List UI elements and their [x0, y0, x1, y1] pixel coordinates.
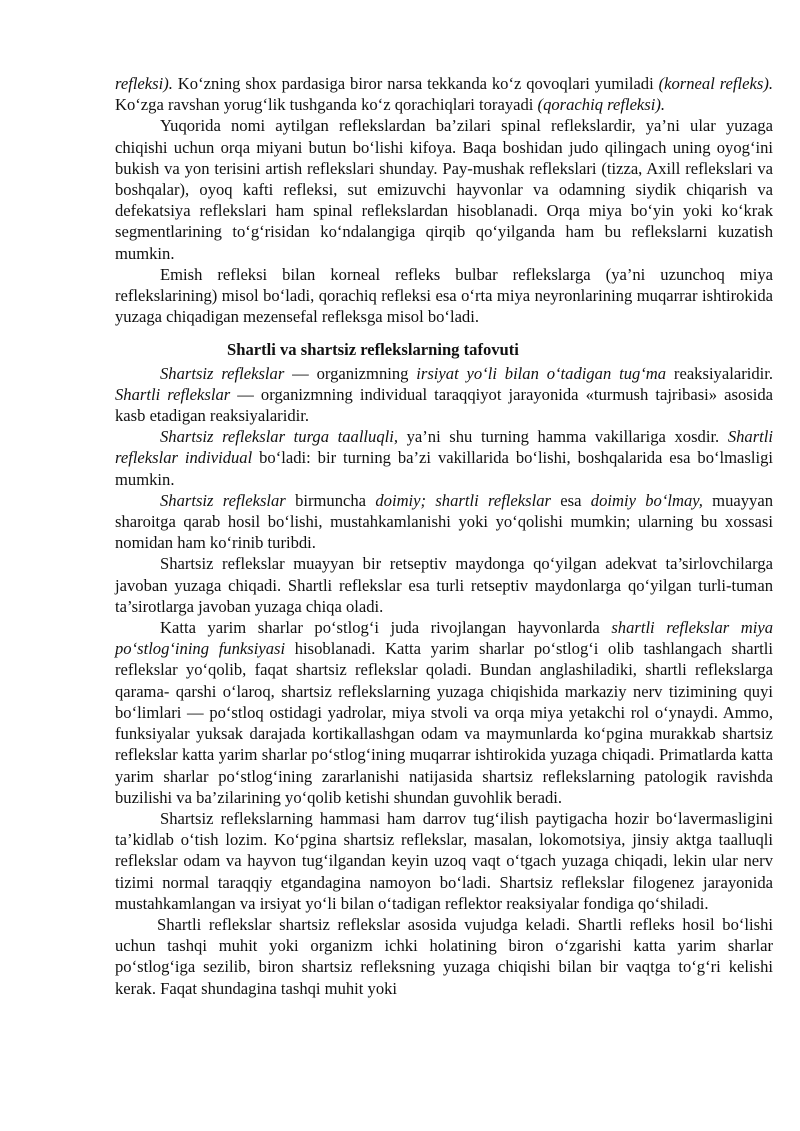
text-run: Ko‘zga ravshan yorug‘lik tushganda ko‘z qorachiqlari torayadi	[115, 95, 538, 115]
text-run: Shartli reflekslar shartsiz reflekslar asosida vujudga keladi. Shartli refleks hosil bo‘lishi uchun tashqi muhit yoki organizm ichki holatining biron o‘zgarishi katta yarim sharlar po‘stlog‘iga sezilib, biron shartsiz refleksning yuzaga chiqishi bilan bir vaqtga to‘g‘ri kelishi kerak. Faqat shundagina tashqi muhit yoki	[115, 914, 773, 998]
italic-text: doimiy; shartli reflekslar	[375, 490, 551, 510]
italic-text: Shartsiz reflekslar	[160, 490, 286, 510]
text-run: Shartsiz reflekslarning hammasi ham darrov tug‘ilish paytigacha hozir bo‘lavermasligini ta’kidlab o‘tish lozim. Ko‘pgina shartsiz reflekslar, masalan, lokomotsiya, jinsiy aktga taalluqli reflekslar odam va hayvon tug‘ilgandan keyin uzoq vaqt o‘tgach yuzaga chiqadi, lekin ular nerv tizimi normal taraqqiy etgandagina namoyon bo‘ladi. Shartsiz reflekslar filogenez jarayonida mustahkamlangan va irsiyat yo‘li bilan o‘tadigan reflektor reaksiyalar fondiga qo‘shiladi.	[115, 808, 773, 913]
text-run: hisoblanadi. Katta yarim sharlar po‘stlog‘i olib tashlangach shartli reflekslar yo‘qolib, faqat shartsiz reflekslar qoladi. Bundan anglashiladiki, shartli reflekslarga qarama- qarshi o‘laroq, shartsiz reflekslarning yuzaga chiqishida markaziy nerv tizimining quyi bo‘limlari — po‘stloq ostidagi yadrolar, miya stvoli va orqa miya yetakchi rol o‘ynaydi. Ammo, funksiyalar yuksak darajada kortikallashgan odam va maymunlarda ko‘pgina murakkab shartsiz reflekslar katta yarim sharlar po‘stlog‘ining muqarrar ishtirokida yuzaga chiqadi. Primatlarda katta yarim sharlar po‘stlog‘ining zararlanishi natijasida shartsiz reflekslarning patologik ravishda buzilishi va ba’zilarining yo‘qolib ketishi shundan guvohlik beradi.	[115, 639, 774, 807]
italic-text: Shartli reflekslar	[115, 384, 231, 404]
italic-text: refleksi).	[115, 74, 173, 93]
text-run: muayyan sharoitga qarab hosil bo‘lishi, mustahkamlanishi yoki yo‘qolishi mumkin; ularning bu xossasi nomidan ham ko‘rinib turibdi.	[115, 490, 773, 553]
italic-text: Shartli reflekslar individual	[115, 427, 773, 468]
text-run: ya’ni shu turning hamma vakillariga xosdir.	[398, 427, 728, 447]
text-run: — organizmning	[284, 363, 417, 383]
italic-text: (korneal refleks).	[658, 74, 773, 93]
text-run: Ko‘zning shox pardasiga biror narsa tekkanda ko‘z qovoqlari yumiladi	[172, 74, 659, 93]
paragraph	[115, 264, 773, 328]
italic-text: doimiy bo‘lmay,	[590, 490, 703, 510]
paragraph	[115, 808, 773, 914]
text-run: Emish refleksi bilan korneal refleks bulbar reflekslarga (ya’ni uzunchoq miya reflekslarining) misol bo‘ladi, qorachiq refleksi esa o‘rta miya neyronlarining muqarrar ishtirokida yuzaga chiqadigan mezensefal refleksga misol bo‘ladi.	[115, 264, 773, 327]
paragraph	[115, 73, 773, 115]
text-run: Shartsiz reflekslar muayyan bir retseptiv maydonga qo‘yilgan adekvat ta’sirlovchilarga javoban yuzaga chiqadi. Shartli reflekslar esa turli retseptiv maydonlarga qo‘yilgan turli-tuman ta’sirotlarga javoban yuzaga chiqa oladi.	[115, 554, 773, 616]
italic-text: irsiyat yo‘li bilan o‘tadigan tug‘ma	[416, 363, 667, 383]
paragraph	[115, 115, 773, 263]
paragraph	[115, 617, 773, 808]
section-heading: Shartli va shartsiz reflekslarning tafovuti	[227, 340, 519, 360]
paragraph	[115, 914, 773, 999]
paragraph	[115, 553, 773, 617]
text-run: esa	[550, 490, 591, 510]
italic-text: Shartsiz reflekslar turga taalluqli,	[160, 427, 398, 447]
paragraph	[115, 363, 773, 427]
paragraph	[115, 426, 773, 490]
text-run: reaksiyalaridir.	[666, 363, 773, 383]
paragraph	[115, 490, 773, 554]
italic-text: Shartsiz reflekslar	[160, 363, 285, 383]
text-run: Katta yarim sharlar po‘stlog‘i juda rivojlangan hayvonlarda	[160, 618, 612, 638]
text-run: — organizmning individual taraqqiyot jarayonida «turmush tajribasi» asosida kasb etadigan reaksiyalaridir.	[115, 384, 773, 426]
text-run: bo‘ladi: bir turning ba’zi vakillarida bo‘lishi, boshqalarida esa bo‘lmasligi mumkin.	[115, 448, 774, 489]
text-run: birmuncha	[285, 490, 376, 510]
italic-text: shartli reflekslar miya po‘stlog‘ining funksiyasi	[115, 618, 774, 659]
italic-text: (qorachiq refleksi).	[537, 95, 666, 115]
text-run: Yuqorida nomi aytilgan reflekslardan ba’zilari spinal reflekslardir, ya’ni ular yuzaga chiqishi uchun orqa miyani butun bo‘lishi kifoya. Baqa boshidan judo qilingach uning oyog‘ini bukish va yon terisini artish reflekslari shunday. Pay-mushak reflekslari (tizza, Axill reflekslari va boshqalar), oyoq kafti refleksi, sut emizuvchi hayvonlar va odamning siydik chiqarish va defekatsiya reflekslari ham spinal reflekslardan hisoblanadi. Orqa miya bo‘yin yoki ko‘krak segmentlarining to‘g‘risidan ko‘ndalangiga qirqib qo‘yilganda ham bu reflekslarni kuzatish mumkin.	[115, 116, 773, 263]
